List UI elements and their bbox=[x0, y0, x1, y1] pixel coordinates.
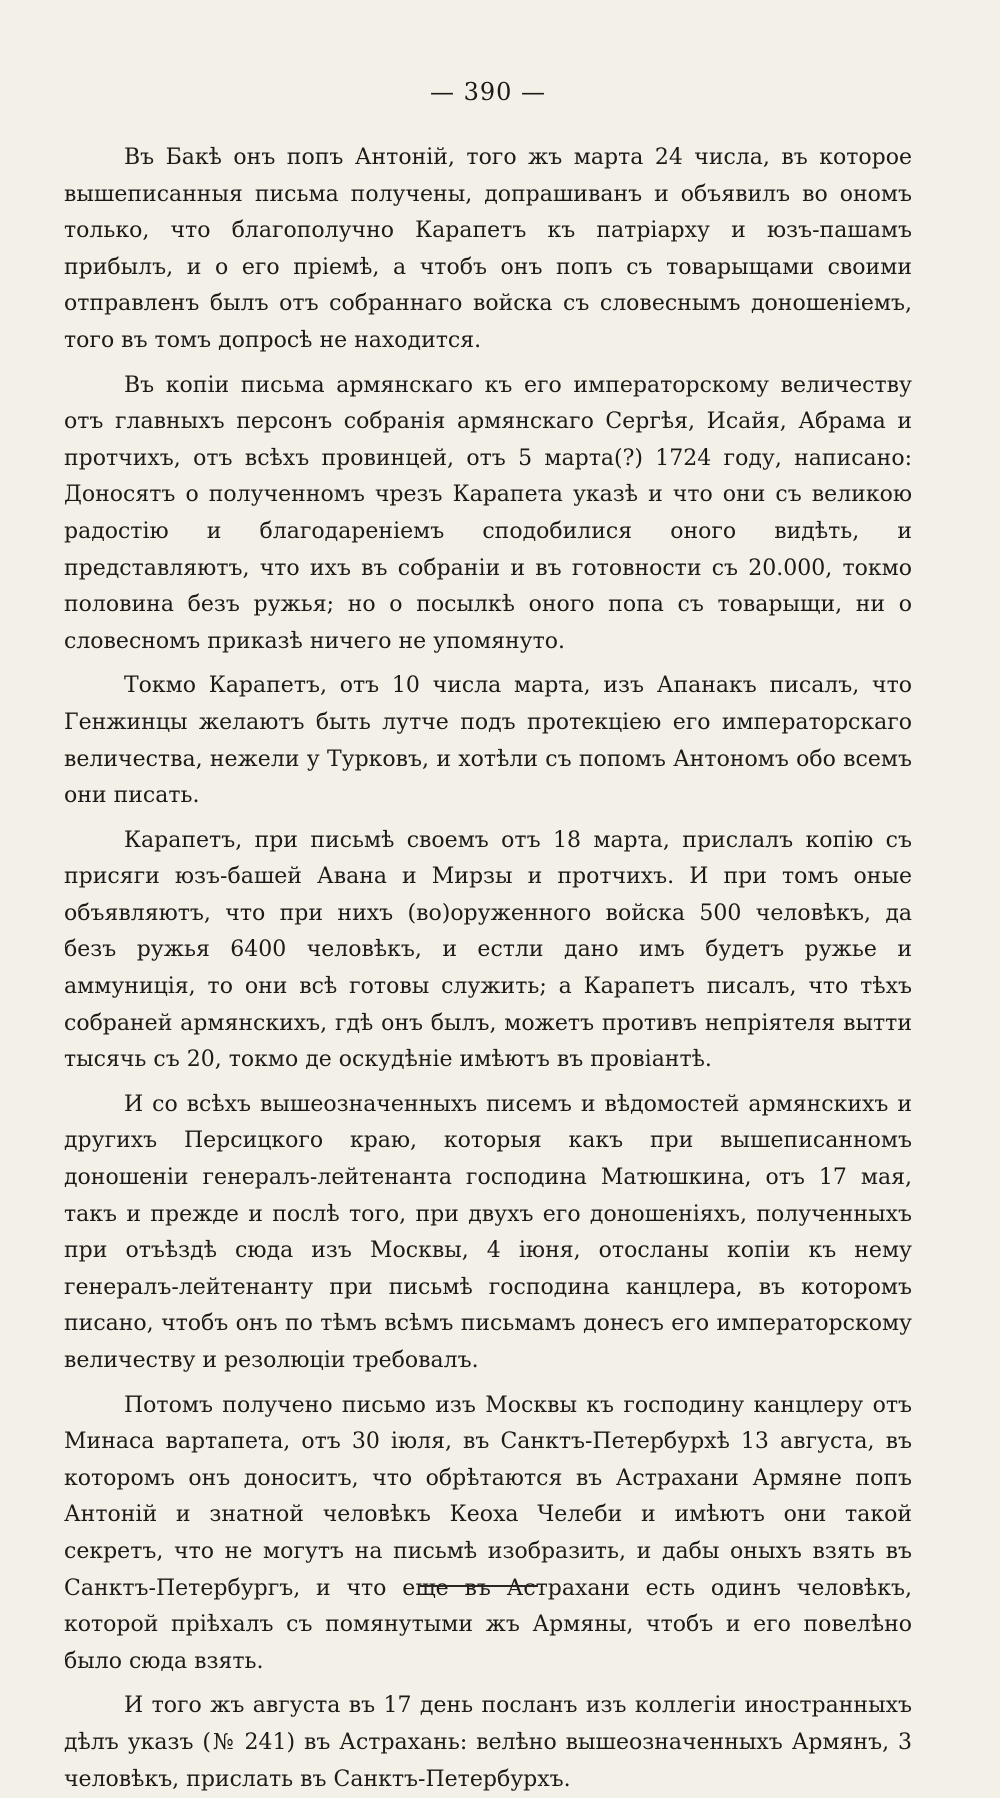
body-text bbox=[64, 140, 912, 1798]
paragraph: Въ Бакѣ онъ попъ Антоній, того жъ марта 24 числа, въ которое вышеписанныя письма получены, допрашиванъ и объявилъ во ономъ только, что благополучно Карапетъ къ патріарху и юзъ-пашамъ прибылъ, и о его пріемѣ, а чтобъ онъ попъ съ товарыщами своими отправленъ былъ отъ собраннаго войска съ словеснымъ доношеніемъ, того въ томъ допросѣ не находится. bbox=[64, 145, 912, 353]
page-number: — 390 — bbox=[429, 78, 547, 106]
paragraph: Токмо Карапетъ, отъ 10 числа марта, изъ Апанакъ писалъ, что Генжинцы желаютъ быть лутче подъ протекціею его императорскаго величества, нежели у Турковъ, и хотѣли съ попомъ Антономъ обо всемъ они писать. bbox=[64, 673, 912, 809]
paragraph: Карапетъ, при письмѣ своемъ отъ 18 марта, прислалъ копію съ присяги юзъ-башей Авана и Мирзы и протчихъ. И при томъ оные объявляютъ, что при нихъ (во)оруженного войска 500 человѣкъ, да безъ ружья 6400 человѣкъ, и естли дано имъ будетъ ружье и аммуниція, то они всѣ готовы служить; а Карапетъ писалъ, что тѣхъ собраней армянскихъ, гдѣ онъ былъ, можетъ противъ непріятеля вытти тысячь съ 20, токмо де оскудѣніе имѣютъ въ провіантѣ. bbox=[64, 827, 912, 1073]
paragraph: И со всѣхъ вышеозначенныхъ писемъ и вѣдомостей армянскихъ и другихъ Персицкого краю, которыя какъ при вышеписанномъ доношеніи генералъ-лейтенанта господина Матюшкина, отъ 17 мая, такъ и прежде и послѣ того, при двухъ его доношеніяхъ, полученныхъ при отъѣздѣ сюда изъ Москвы, 4 іюня, отосланы копіи къ нему генералъ-лейтенанту при письмѣ господина канцлера, въ которомъ писано, чтобъ онъ по тѣмъ всѣмъ письмамъ донесъ его императорскому величеству и резолюціи требовалъ. bbox=[64, 1091, 912, 1373]
paragraph: Потомъ получено письмо изъ Москвы къ господину канцлеру отъ Минаса вартапета, отъ 30 іюля, въ Санктъ-Петербурхѣ 13 августа, въ которомъ онъ доноситъ, что обрѣтаются въ Астрахани Армяне попъ Антоній и знатной человѣкъ Кеоха Челеби и имѣютъ они такой секретъ, что не могутъ на письмѣ изобразить, и дабы оныхъ взять въ Санктъ-Петербургъ, и что еще въ Астрахани есть одинъ человѣкъ, которой пріѣхалъ съ помянутыми жъ Армяны, чтобъ и его повелѣно было сюда взять. bbox=[64, 1392, 912, 1674]
end-rule bbox=[420, 1585, 538, 1587]
paragraph: Въ копіи письма армянскаго къ его императорскому величеству отъ главныхъ персонъ собранія армянскаго Сергѣя, Исайя, Абрама и протчихъ, отъ всѣхъ провинцей, отъ 5 марта(?) 1724 году, написано: Доносятъ о полученномъ чрезъ Карапета указѣ и что они съ великою радостію и благодареніемъ сподобилися оного видѣть, и представляютъ, что ихъ въ собраніи и въ готовности съ 20.000, токмо половина безъ ружья; но о посылкѣ оного попа съ товарыщи, ни о словесномъ приказѣ ничего не упомянуто. bbox=[64, 372, 912, 654]
paragraph: И того жъ августа въ 17 день посланъ изъ коллегіи иностранныхъ дѣлъ указъ (№ 241) въ Астрахань: велѣно вышеозначенныхъ Армянъ, 3 человѣкъ, прислать въ Санктъ-Петербурхъ. bbox=[64, 1693, 912, 1792]
